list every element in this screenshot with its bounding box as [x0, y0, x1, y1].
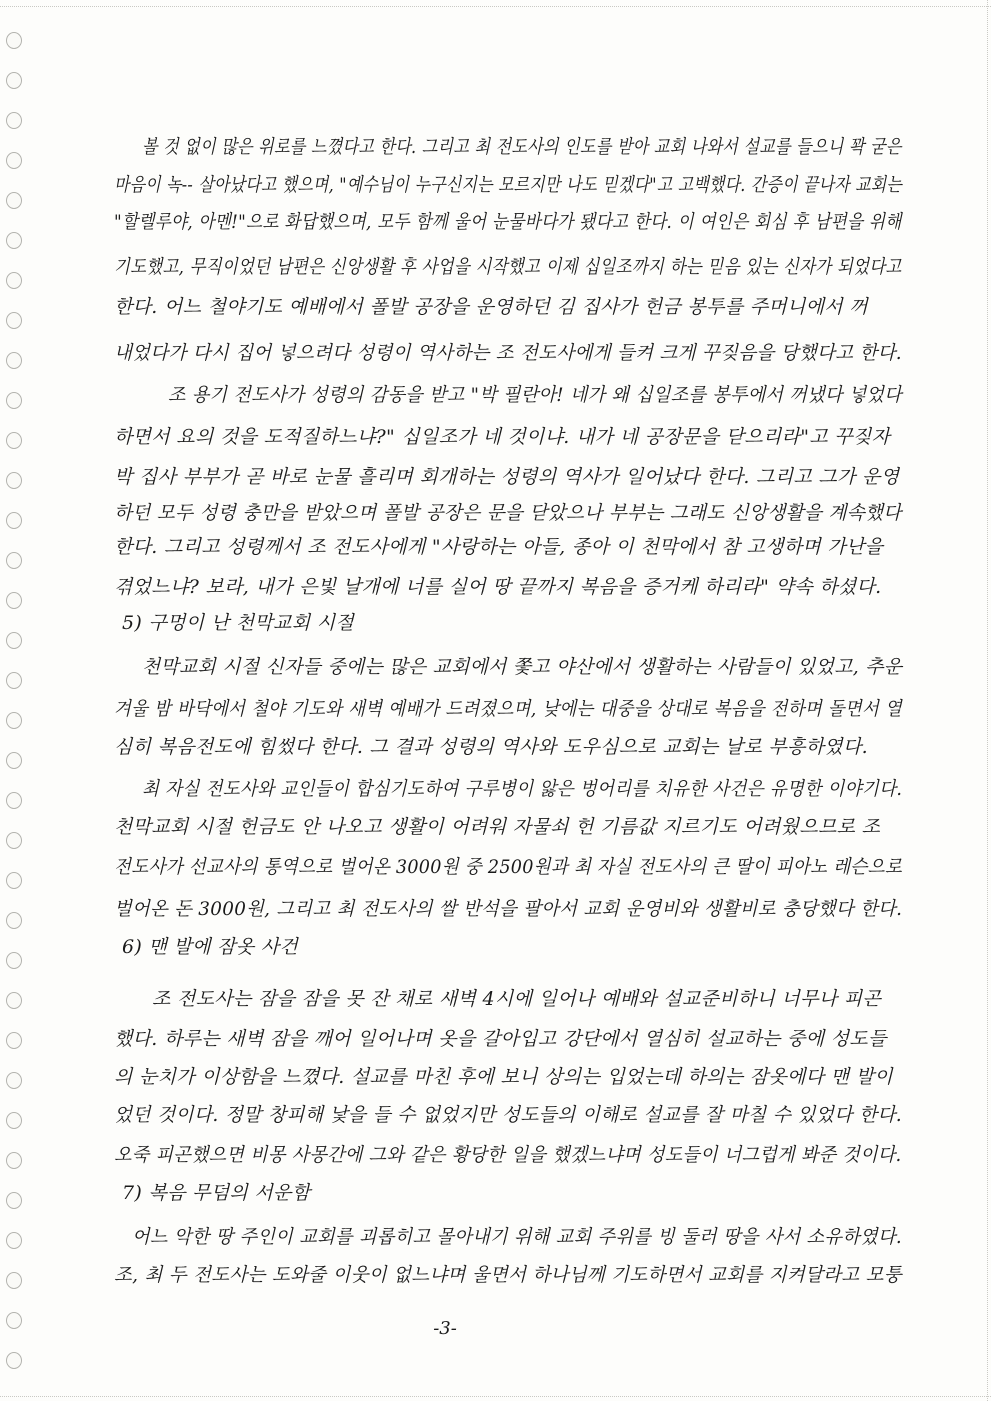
binder-hole-icon — [6, 1152, 22, 1169]
binder-hole-icon — [6, 1272, 22, 1289]
text-line: 오죽 피곤했으면 비몽 사몽간에 그와 같은 황당한 일을 했겠느냐며 성도들이 너그럽게 봐준 것이다. — [114, 1144, 902, 1166]
binder-hole-icon — [6, 232, 22, 249]
section-heading-7: 7) 복음 무덤의 서운함 — [122, 1182, 311, 1204]
binder-hole-icon — [6, 312, 22, 329]
text-line: 조 전도사는 잠을 잠을 못 잔 채로 새벽 4시에 일어나 예배와 설교준비하니 너무나 피곤 — [152, 988, 882, 1010]
text-line: 한다. 그리고 성령께서 조 전도사에게 "사랑하는 아들, 종아 이 천막에서 참 고생하며 가난을 — [114, 536, 884, 558]
binder-hole-icon — [6, 512, 22, 529]
binder-hole-icon — [6, 952, 22, 969]
binder-hole-icon — [6, 792, 22, 809]
binder-hole-icon — [6, 832, 22, 849]
binder-hole-icon — [6, 152, 22, 169]
text-line: 조 용기 전도사가 성령의 감동을 받고 "박 필란아! 네가 왜 십일조를 봉투에서 꺼냈다 넣었다 — [168, 384, 902, 406]
section-heading-6: 6) 맨 발에 잠옷 사건 — [122, 936, 299, 958]
text-line: 심히 복음전도에 힘썼다 한다. 그 결과 성령의 역사와 도우심으로 교회는 날로 부흥하였다. — [114, 736, 868, 758]
text-line: 내었다가 다시 집어 넣으려다 성령이 역사하는 조 전도사에게 들켜 크게 꾸짖음을 당했다고 한다. — [114, 342, 902, 364]
binder-hole-icon — [6, 1112, 22, 1129]
text-line: 하면서 요의 것을 도적질하느냐?" 십일조가 네 것이냐. 내가 네 공장문을 닫으리라"고 꾸짖자 — [114, 426, 891, 448]
text-line: 볼 것 없이 많은 위로를 느꼈다고 한다. 그리고 최 전도사의 인도를 받아 교회 나와서 설교를 들으니 꽉 굳은 — [142, 136, 902, 158]
binder-hole-icon — [6, 1192, 22, 1209]
binder-hole-icon — [6, 752, 22, 769]
scan-edge-top — [0, 0, 991, 7]
text-line: 겨울 밤 바닥에서 철야 기도와 새벽 예배가 드려졌으며, 낮에는 대중을 상대로 복음을 전하며 돌면서 열 — [114, 698, 902, 720]
binder-hole-icon — [6, 632, 22, 649]
text-line: 기도했고, 무직이었던 남편은 신앙생활 후 사업을 시작했고 이제 십일조까지 하는 믿음 있는 신자가 되었다고 — [114, 256, 902, 278]
text-line: 마음이 녹-- 살아났다고 했으며, "예수님이 누구신지는 모르지만 나도 믿겠다"고 고백했다. 간증이 끝나자 교회는 — [114, 174, 903, 196]
text-line: 겪었느냐? 보라, 내가 은빛 날개에 너를 실어 땅 끝까지 복음을 증거케 하리라" 약속 하셨다. — [114, 576, 882, 598]
binder-hole-icon — [6, 592, 22, 609]
binder-hole-icon — [6, 472, 22, 489]
section-heading-5: 5) 구멍이 난 천막교회 시절 — [122, 612, 354, 634]
binder-hole-icon — [6, 1352, 22, 1369]
text-line: 벌어온 돈 3000원, 그리고 최 전도사의 쌀 반석을 팔아서 교회 운영비와 생활비로 충당했다 한다. — [114, 898, 903, 920]
text-line: 전도사가 선교사의 통역으로 벌어온 3000원 중 2500원과 최 자실 전도사의 큰 딸이 피아노 레슨으로 — [114, 856, 903, 878]
binder-hole-icon — [6, 992, 22, 1009]
binder-hole-icon — [6, 1232, 22, 1249]
binder-hole-icon — [6, 1072, 22, 1089]
text-line: 천막교회 시절 신자들 중에는 많은 교회에서 쫓고 야산에서 생활하는 사람들이 있었고, 추운 — [142, 656, 903, 678]
text-line: 조, 최 두 전도사는 도와줄 이웃이 없느냐며 울면서 하나님께 기도하면서 교회를 지켜달라고 모퉁 — [114, 1264, 902, 1286]
binder-hole-icon — [6, 272, 22, 289]
handwritten-text — [112, 136, 912, 1336]
binder-hole-icon — [6, 192, 22, 209]
binder-hole-icon — [6, 32, 22, 49]
scan-edge-bottom — [0, 1395, 991, 1397]
binder-hole-icon — [6, 552, 22, 569]
text-line: "할렐루야, 아멘!"으로 화답했으며, 모두 함께 울어 눈물바다가 됐다고 한다. 이 여인은 회심 후 남편을 위해 — [114, 211, 902, 233]
binder-hole-icon — [6, 112, 22, 129]
binder-holes — [6, 20, 30, 1380]
binder-hole-icon — [6, 712, 22, 729]
binder-hole-icon — [6, 72, 22, 89]
binder-hole-icon — [6, 392, 22, 409]
binder-hole-icon — [6, 352, 22, 369]
binder-hole-icon — [6, 1032, 22, 1049]
scan-edge-right — [986, 0, 988, 1401]
text-line: 박 집사 부부가 곧 바로 눈물 흘리며 회개하는 성령의 역사가 일어났다 한다. 그리고 그가 운영 — [114, 466, 900, 488]
page-number: -3- — [433, 1318, 457, 1339]
binder-hole-icon — [6, 432, 22, 449]
text-line: 하던 모두 성령 충만을 받았으며 폴발 공장은 문을 닫았으나 부부는 그래도 신앙생활을 계속했다 — [114, 502, 902, 524]
binder-hole-icon — [6, 1312, 22, 1329]
text-line: 의 눈치가 이상함을 느꼈다. 설교를 마친 후에 보니 상의는 입었는데 하의는 잠옷에다 맨 발이 — [114, 1066, 893, 1088]
binder-hole-icon — [6, 672, 22, 689]
text-line: 었던 것이다. 정말 창피해 낯을 들 수 없었지만 성도들의 이해로 설교를 잘 마칠 수 있었다 한다. — [114, 1104, 903, 1126]
text-line: 한다. 어느 철야기도 예배에서 폴발 공장을 운영하던 김 집사가 헌금 봉투를 주머니에서 꺼 — [114, 296, 868, 318]
text-line: 어느 악한 땅 주인이 교회를 괴롭히고 몰아내기 위해 교회 주위를 빙 둘러 땅을 사서 소유하였다. — [132, 1226, 902, 1248]
text-line: 했다. 하루는 새벽 잠을 깨어 일어나며 옷을 갈아입고 강단에서 열심히 설교하는 중에 성도들 — [114, 1028, 887, 1050]
binder-hole-icon — [6, 912, 22, 929]
text-line: 천막교회 시절 헌금도 안 나오고 생활이 어려워 자물쇠 헌 기름값 지르기도 어려웠으므로 조 — [114, 816, 881, 838]
binder-hole-icon — [6, 872, 22, 889]
text-line: 최 자실 전도사와 교인들이 합심기도하여 구루병이 앓은 벙어리를 치유한 사건은 유명한 이야기다. — [142, 778, 903, 800]
